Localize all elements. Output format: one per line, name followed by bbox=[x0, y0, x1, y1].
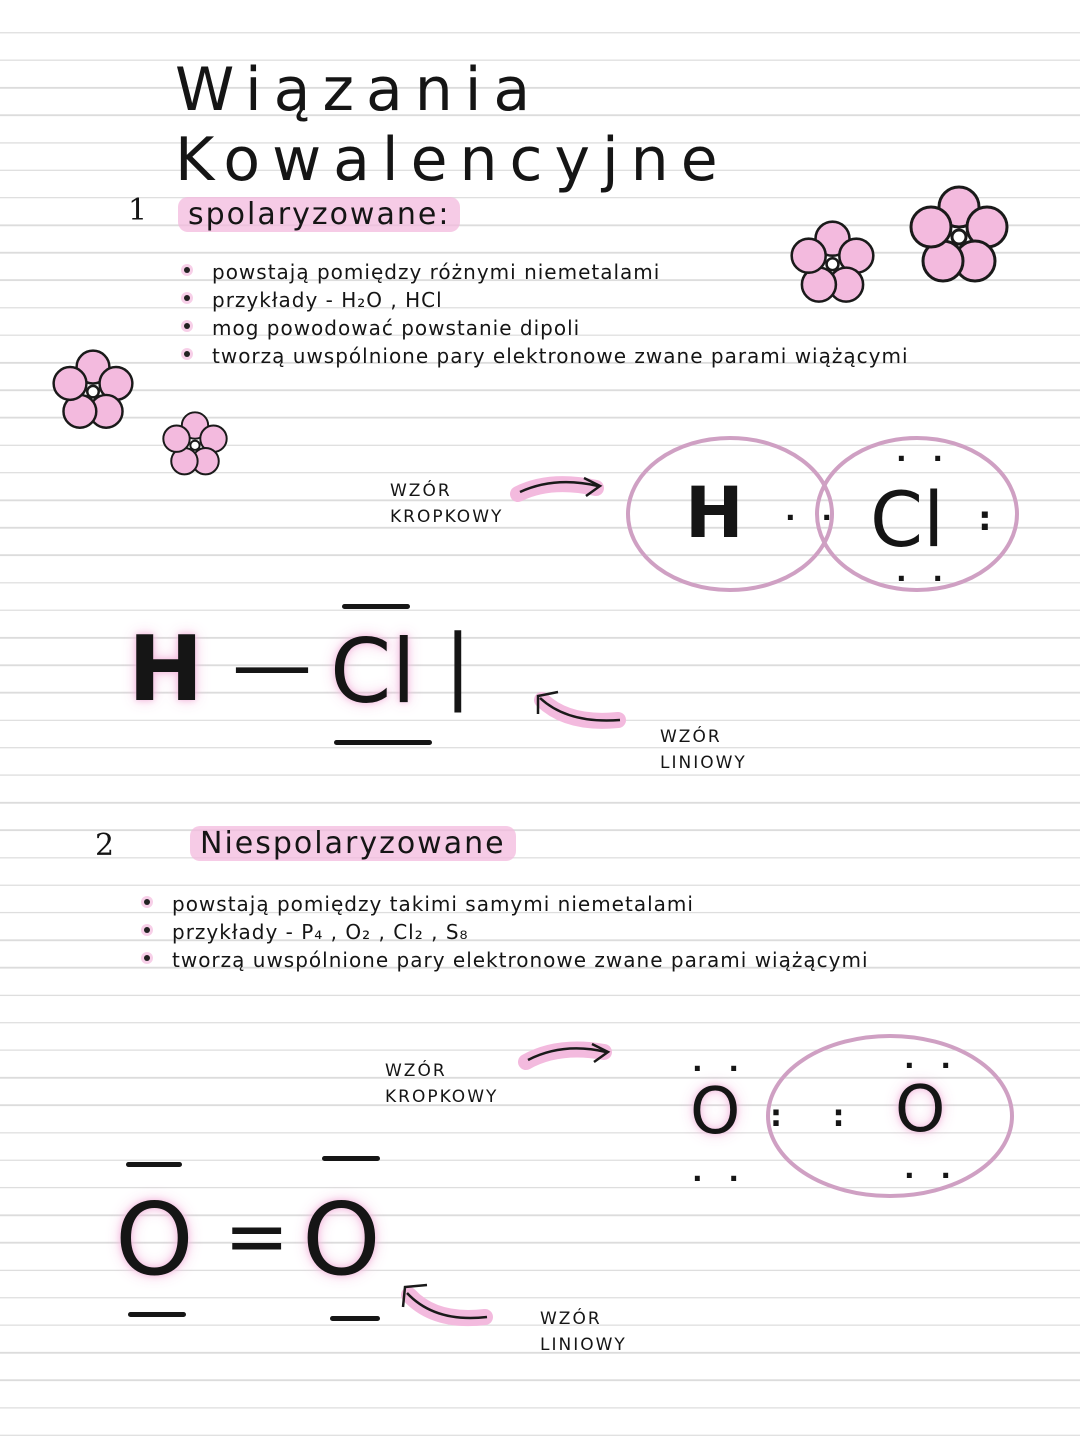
atom-symbol: O bbox=[895, 1073, 946, 1147]
lone-electron-pair: · · bbox=[896, 442, 952, 475]
atom-symbol: O bbox=[690, 1075, 741, 1149]
list-item: tworzą uwspólnione pary elektronowe zwane parami wiążącymi bbox=[212, 342, 909, 370]
bullet-list bbox=[212, 258, 909, 370]
list-item: przykłady - H₂O , HCl bbox=[212, 286, 909, 314]
line-formula-label: WZÓR LINIOWY bbox=[660, 727, 747, 773]
lone-pair-bar: | bbox=[444, 618, 472, 713]
section-number: 2 bbox=[95, 828, 115, 863]
lone-pair-bar bbox=[330, 1316, 380, 1321]
atom-symbol: H bbox=[685, 472, 744, 554]
arrow-left-icon bbox=[395, 1275, 495, 1339]
section-number: 1 bbox=[128, 193, 148, 228]
arrow-right-icon bbox=[518, 1036, 613, 1078]
list-item: mog powodować powstanie dipoli bbox=[212, 314, 909, 342]
bond-line: — bbox=[232, 618, 312, 711]
atom-symbol: Cl bbox=[330, 620, 416, 723]
dot-formula-label: WZÓR KROPKOWY bbox=[390, 481, 504, 527]
dot-formula-label: WZÓR KROPKOWY bbox=[385, 1061, 499, 1107]
lone-pair-bar bbox=[128, 1312, 186, 1317]
arrow-right-icon bbox=[510, 468, 605, 508]
flower-icon bbox=[52, 345, 134, 435]
line-formula-label: WZÓR LINIOWY bbox=[540, 1309, 627, 1355]
lone-electron-pair: : bbox=[978, 499, 1000, 539]
atom-symbol: O bbox=[302, 1181, 381, 1298]
list-item: przykłady - P₄ , O₂ , Cl₂ , S₈ bbox=[172, 918, 869, 946]
lone-pair-bar bbox=[322, 1156, 380, 1161]
list-item: tworzą uwspólnione pary elektronowe zwane parami wiążącymi bbox=[172, 946, 869, 974]
atom-symbol: O bbox=[115, 1181, 194, 1298]
shared-electron-pairs: : : bbox=[770, 1099, 865, 1134]
section-heading bbox=[178, 197, 460, 232]
atom-symbol: H bbox=[128, 617, 204, 722]
section-heading: Niespolaryzowane bbox=[190, 826, 516, 861]
lone-electron-pair: · · bbox=[896, 562, 952, 595]
flower-icon bbox=[162, 408, 228, 480]
lone-electron-pair: · · bbox=[904, 1049, 960, 1082]
page-title: Wiązania Kowalencyjne bbox=[175, 55, 730, 195]
lone-pair-bar bbox=[126, 1162, 182, 1167]
double-bond: = bbox=[224, 1192, 290, 1282]
lone-electron-pair: · · bbox=[692, 1162, 748, 1195]
list-item: powstają pomiędzy różnymi niemetalami bbox=[212, 258, 909, 286]
arrow-left-icon bbox=[528, 680, 628, 740]
flower-icon bbox=[905, 185, 1013, 285]
bullet-list bbox=[172, 890, 869, 974]
heading-text: spolaryzowane bbox=[188, 197, 439, 232]
shared-electron-pair: · · bbox=[785, 501, 841, 534]
list-item: powstają pomiędzy takimi samymi niemetalami bbox=[172, 890, 869, 918]
lone-electron-pair: · · bbox=[692, 1052, 748, 1085]
lone-pair-bar bbox=[342, 604, 410, 609]
lone-pair-bar bbox=[334, 740, 432, 745]
heading-suffix: : bbox=[438, 197, 451, 232]
lone-electron-pair: · · bbox=[904, 1159, 960, 1192]
atom-symbol: Cl bbox=[870, 475, 945, 564]
